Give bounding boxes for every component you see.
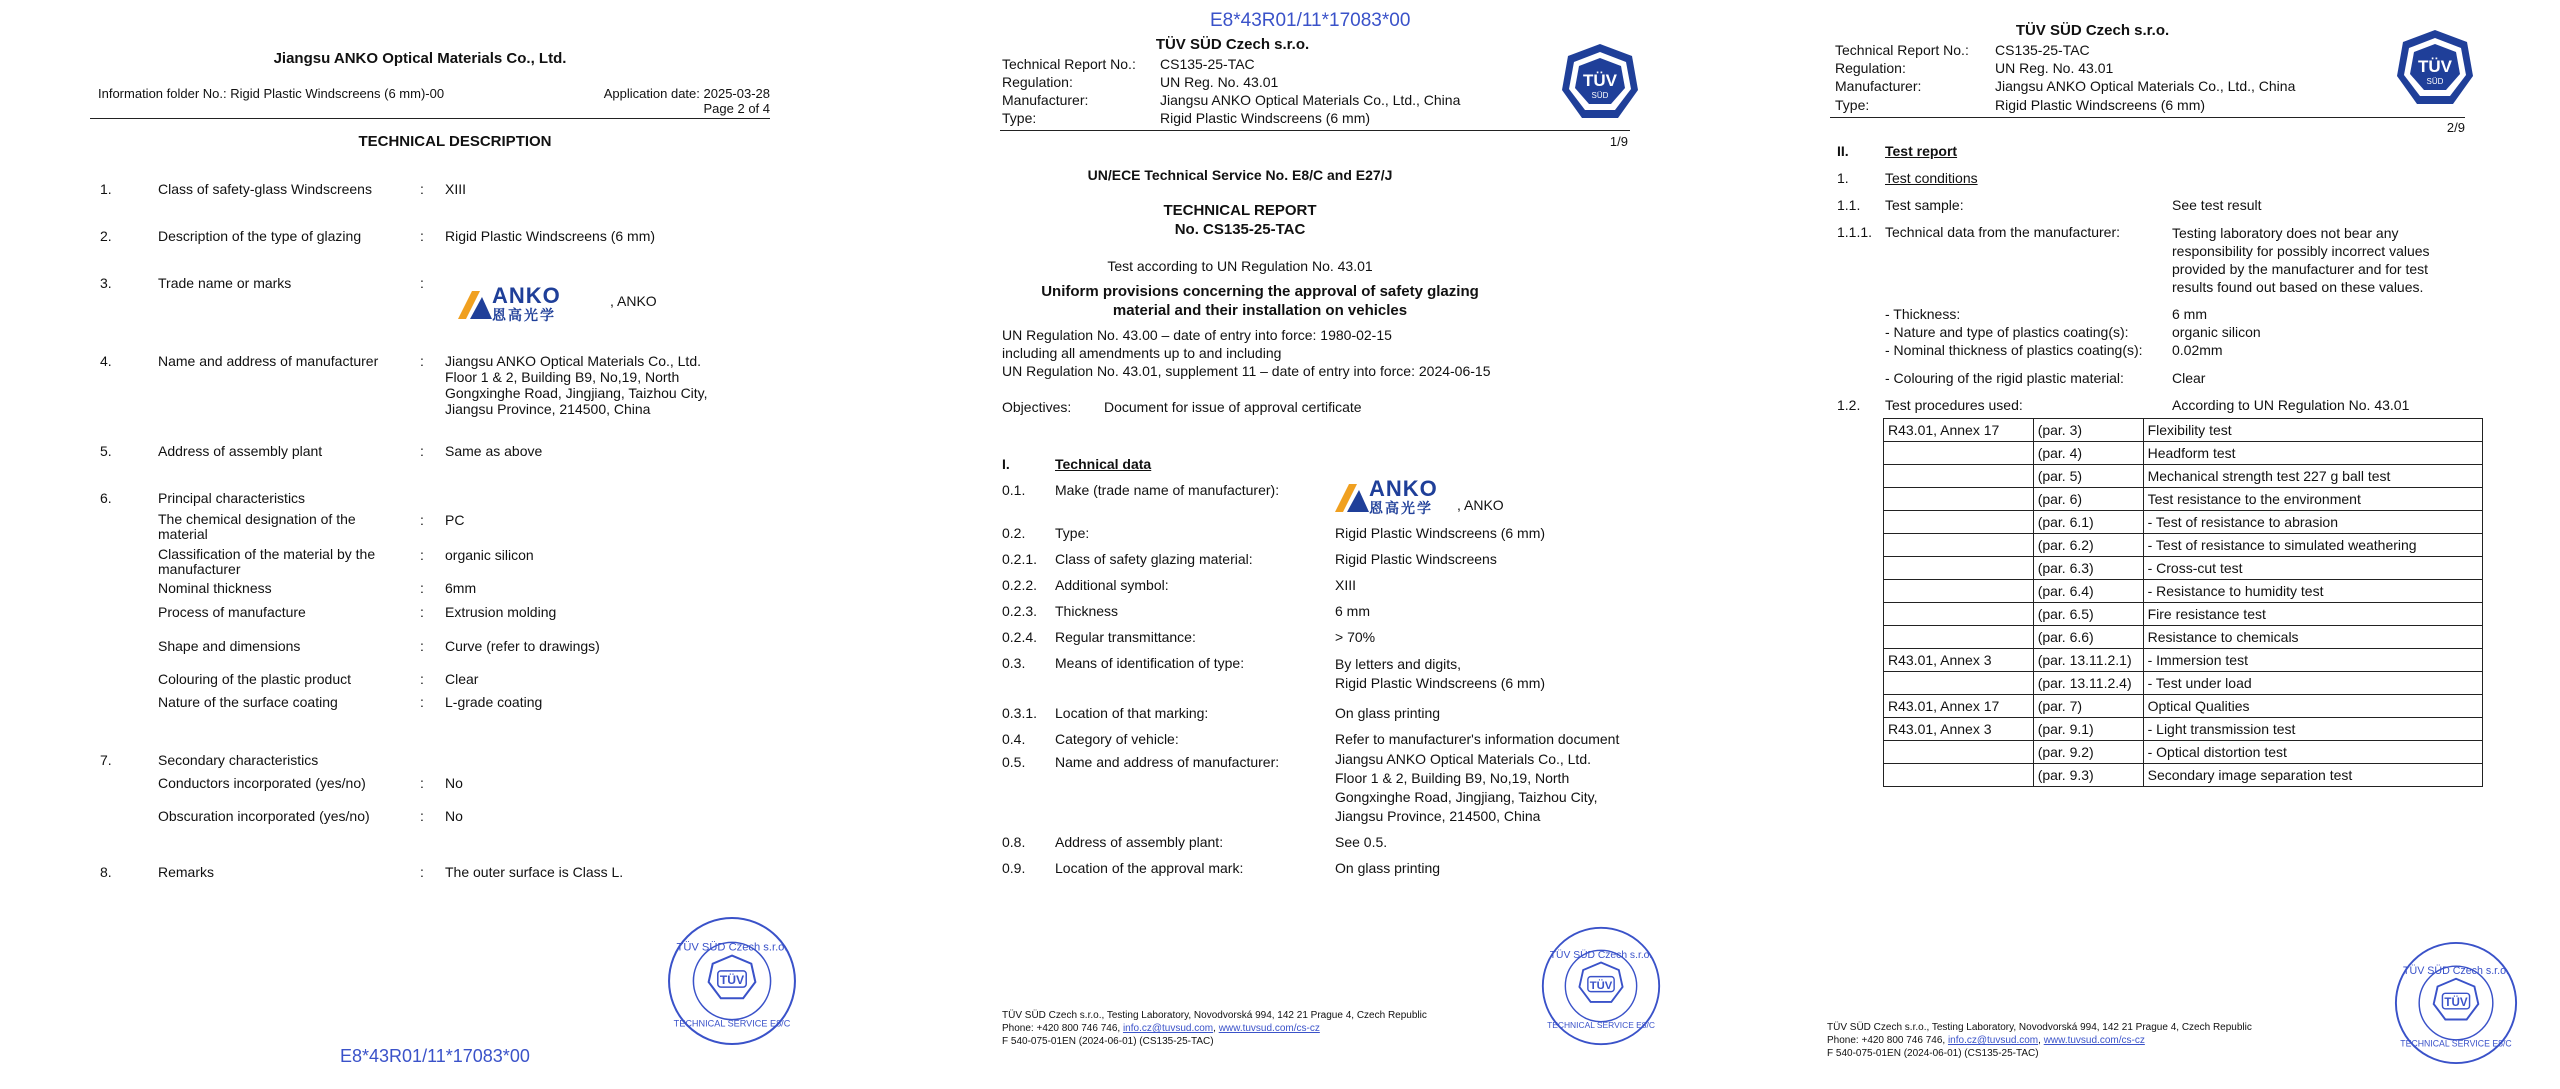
tuv-stamp-icon xyxy=(2393,940,2519,1066)
colon: : xyxy=(420,353,424,369)
svg-text:SÜD: SÜD xyxy=(2426,77,2444,86)
row-key: Location of that marking: xyxy=(1055,705,1209,721)
row-key: Test sample: xyxy=(1885,197,1964,213)
item-label: Class of safety-glass Windscreens xyxy=(158,181,372,197)
row-value: Jiangsu ANKO Optical Materials Co., Ltd. Floor 1 & 2, Building B9, No,19, North Gongxinghe Road, Jingjiang, Taizhou City, Jiangsu Province, 214500, China xyxy=(1335,751,1598,824)
annex-cell xyxy=(1884,534,2034,557)
item-label: Remarks xyxy=(158,864,215,880)
regulation-line: UN Regulation No. 43.00 – date of entry into force: 1980-02-15 xyxy=(1002,327,1392,343)
row-value: XIII xyxy=(1335,577,1357,593)
header-key: Manufacturer: xyxy=(1002,92,1089,108)
table-row xyxy=(1884,511,2483,534)
header-value: UN Reg. No. 43.01 xyxy=(1160,74,1279,90)
row-key: Category of vehicle: xyxy=(1055,731,1179,747)
colon: : xyxy=(420,864,424,880)
page-technical-report-1 xyxy=(840,0,1680,1089)
section-title: Test report xyxy=(1885,143,1958,159)
info-folder: Information folder No.: Rigid Plastic Windscreens (6 mm)-00 xyxy=(98,86,445,101)
approval-code-top: E8*43R01/11*17083*00 xyxy=(1210,10,1411,31)
regulation-line: including all amendments up to and including xyxy=(1002,345,1282,361)
report-number: No. CS135-25-TAC xyxy=(1174,221,1306,238)
annex-cell xyxy=(1884,580,2034,603)
row-key: Technical data from the manufacturer: xyxy=(1885,224,2121,240)
item-number: 8. xyxy=(100,864,112,880)
tuv-stamp-icon xyxy=(1540,925,1662,1047)
svg-text:TECHNICAL SERVICE E8/C: TECHNICAL SERVICE E8/C xyxy=(1547,1020,1655,1031)
annex-cell xyxy=(1884,603,2034,626)
row-number: 1.2. xyxy=(1837,397,1861,413)
table-row xyxy=(1884,626,2483,649)
svg-text:TÜV SÜD Czech s.r.o.: TÜV SÜD Czech s.r.o. xyxy=(2403,964,2509,977)
item-value: Rigid Plastic Windscreens (6 mm) xyxy=(445,228,656,244)
paragraph-cell: (par. 6.5) xyxy=(2033,603,2143,626)
svg-text:TECHNICAL SERVICE E8/C: TECHNICAL SERVICE E8/C xyxy=(673,1018,791,1029)
company-title: Jiangsu ANKO Optical Materials Co., Ltd. xyxy=(273,50,567,67)
row-value: See test result xyxy=(2172,197,2262,213)
section-title: TECHNICAL DESCRIPTION xyxy=(358,133,552,150)
svg-text:TECHNICAL SERVICE E8/C: TECHNICAL SERVICE E8/C xyxy=(2400,1038,2512,1049)
colon: : xyxy=(420,275,424,291)
row-number: 0.5. xyxy=(1002,754,1026,770)
principal-value: 6mm xyxy=(445,580,477,596)
row-key: Additional symbol: xyxy=(1055,577,1169,593)
row-key: Regular transmittance: xyxy=(1055,629,1196,645)
annex-cell: R43.01, Annex 3 xyxy=(1884,649,2034,672)
test-name-cell: Optical Qualities xyxy=(2143,695,2482,718)
objectives-value: Document for issue of approval certificate xyxy=(1104,399,1362,415)
row-key: Class of safety glazing material: xyxy=(1055,551,1253,567)
colon: : xyxy=(420,512,424,528)
table-row xyxy=(1884,442,2483,465)
header-value: Jiangsu ANKO Optical Materials Co., Ltd., China xyxy=(1160,92,1461,108)
paragraph-cell: (par. 4) xyxy=(2033,442,2143,465)
secondary-value: No xyxy=(445,775,463,791)
row-value: Testing laboratory does not bear any responsibility for possibly incorrect values provided by the manufacturer and for test results found out based on these values. xyxy=(2172,225,2430,295)
row-value: On glass printing xyxy=(1335,860,1441,876)
row-key: Name and address of manufacturer: xyxy=(1055,754,1280,770)
colon: : xyxy=(420,604,424,620)
anko-logo-cn: 恩高光学 xyxy=(492,308,556,324)
footer-email-link[interactable]: info.cz@tuvsud.com xyxy=(1122,1023,1214,1034)
row-number: 0.2.4. xyxy=(1002,629,1038,645)
colon: : xyxy=(420,775,424,791)
paragraph-cell: (par. 13.11.2.4) xyxy=(2033,672,2143,695)
tuv-logo-icon xyxy=(1560,42,1640,122)
row-key: Thickness xyxy=(1055,603,1119,619)
lab-name: TÜV SÜD Czech s.r.o. xyxy=(1155,36,1310,53)
colon: : xyxy=(420,808,424,824)
item-value: Jiangsu ANKO Optical Materials Co., Ltd. Floor 1 & 2, Building B9, No,19, North Gongxinghe Road, Jingjiang, Taizhou City, Jiangsu Province, 214500, China xyxy=(445,353,708,417)
footer-address: TÜV SÜD Czech s.r.o., Testing Laboratory, Novodvorská 994, 142 21 Prague 4, Czech Republic xyxy=(1827,1022,2252,1033)
annex-cell xyxy=(1884,557,2034,580)
item-number: 2. xyxy=(100,228,112,244)
table-row xyxy=(1884,649,2483,672)
row-number: 0.3. xyxy=(1002,655,1026,671)
colon: : xyxy=(420,580,424,596)
regulation-line: UN Regulation No. 43.01, supplement 11 – date of entry into force: 2024-06-15 xyxy=(1002,363,1491,379)
annex-cell xyxy=(1884,488,2034,511)
header-value: Jiangsu ANKO Optical Materials Co., Ltd., China xyxy=(1995,78,2296,94)
header-key: Type: xyxy=(1002,110,1037,126)
header-key: Type: xyxy=(1835,97,1870,113)
secondary-label: Obscuration incorporated (yes/no) xyxy=(158,808,370,824)
test-name-cell: Headform test xyxy=(2143,442,2482,465)
table-row xyxy=(1884,718,2483,741)
uniform-provisions: Uniform provisions concerning the approval of safety glazing material and their installation on vehicles xyxy=(1041,283,1479,319)
test-name-cell: - Test under load xyxy=(2143,672,2482,695)
lab-name: TÜV SÜD Czech s.r.o. xyxy=(2015,22,2170,39)
row-key: Make (trade name of manufacturer): xyxy=(1055,482,1280,498)
principal-label: Shape and dimensions xyxy=(158,638,301,654)
colon: : xyxy=(420,228,424,244)
row-number: 0.3.1. xyxy=(1002,705,1038,721)
table-row xyxy=(1884,465,2483,488)
colon: : xyxy=(420,181,424,197)
row-number: 1.1.1. xyxy=(1837,224,1873,240)
principal-value: organic silicon xyxy=(445,547,534,563)
row-value: Rigid Plastic Windscreens (6 mm) xyxy=(1335,525,1546,541)
row-number: 0.4. xyxy=(1002,731,1026,747)
svg-text:TÜV: TÜV xyxy=(2418,57,2452,76)
header-value: CS135-25-TAC xyxy=(1160,56,1255,72)
table-row xyxy=(1884,534,2483,557)
paragraph-cell: (par. 9.2) xyxy=(2033,741,2143,764)
table-row xyxy=(1884,695,2483,718)
colon: : xyxy=(420,671,424,687)
row-number: 0.1. xyxy=(1002,482,1026,498)
table-row xyxy=(1884,764,2483,787)
colon: : xyxy=(420,443,424,459)
tuv-logo-icon xyxy=(2395,28,2475,108)
annex-cell: R43.01, Annex 17 xyxy=(1884,695,2034,718)
secondary-value: No xyxy=(445,808,463,824)
footer-separator: , xyxy=(2038,1035,2044,1046)
paragraph-cell: (par. 9.3) xyxy=(2033,764,2143,787)
test-name-cell: - Resistance to humidity test xyxy=(2143,580,2482,603)
row-key: Location of the approval mark: xyxy=(1055,860,1244,876)
principal-label: The chemical designation of the material xyxy=(158,511,356,542)
tuv-stamp-icon xyxy=(666,915,798,1047)
test-name-cell: Flexibility test xyxy=(2143,419,2482,442)
table-row xyxy=(1884,419,2483,442)
item-value: , ANKO xyxy=(610,293,657,309)
annex-cell xyxy=(1884,465,2034,488)
test-name-cell: Secondary image separation test xyxy=(2143,764,2482,787)
principal-value: L-grade coating xyxy=(445,694,543,710)
item-value: The outer surface is Class L. xyxy=(445,864,624,880)
item-value: XIII xyxy=(445,181,467,197)
table-row xyxy=(1884,557,2483,580)
anko-mark-icon xyxy=(1335,482,1369,512)
application-date: Application date: 2025-03-28 xyxy=(603,86,770,101)
page-number: 2/9 xyxy=(2446,120,2465,135)
row-key: Test procedures used: xyxy=(1885,397,2023,413)
row-value: By letters and digits, Rigid Plastic Windscreens (6 mm) xyxy=(1335,656,1546,691)
row-key: Type: xyxy=(1055,525,1090,541)
paragraph-cell: (par. 6.2) xyxy=(2033,534,2143,557)
test-name-cell: - Light transmission test xyxy=(2143,718,2482,741)
item-number: 5. xyxy=(100,443,112,459)
item-label: Description of the type of glazing xyxy=(158,228,362,244)
row-number: 0.8. xyxy=(1002,834,1026,850)
test-according: Test according to UN Regulation No. 43.01 xyxy=(1107,258,1373,274)
item-number: 7. xyxy=(100,752,112,768)
footer-separator: , xyxy=(1213,1023,1219,1034)
property-value: 6 mm xyxy=(2172,306,2207,322)
property-key: - Nominal thickness of plastics coating(s): xyxy=(1885,342,2143,358)
header-key: Technical Report No.: xyxy=(1835,42,1969,58)
footer-phone: Phone: +420 800 746 746, xyxy=(1827,1035,1948,1046)
header-key: Technical Report No.: xyxy=(1002,56,1136,72)
principal-label: Colouring of the plastic product xyxy=(158,671,351,687)
header-rule xyxy=(90,118,770,119)
table-row xyxy=(1884,672,2483,695)
row-value: According to UN Regulation No. 43.01 xyxy=(2172,397,2410,413)
svg-text:TÜV: TÜV xyxy=(1583,71,1617,90)
paragraph-cell: (par. 6) xyxy=(2033,488,2143,511)
row-value: > 70% xyxy=(1335,629,1376,645)
colon: : xyxy=(420,547,424,563)
approval-code-bottom: E8*43R01/11*17083*00 xyxy=(340,1046,530,1066)
principal-label: Nature of the surface coating xyxy=(158,694,338,710)
annex-cell xyxy=(1884,626,2034,649)
anko-mark-icon xyxy=(458,289,492,319)
row-number: 1.1. xyxy=(1837,197,1861,213)
table-row xyxy=(1884,580,2483,603)
svg-text:TÜV: TÜV xyxy=(719,973,745,988)
item-label: Address of assembly plant xyxy=(158,443,323,459)
property-value: Clear xyxy=(2172,370,2206,386)
footer-web-link[interactable]: www.tuvsud.com/cs-cz xyxy=(2043,1035,2145,1046)
row-number: 0.2.3. xyxy=(1002,603,1038,619)
test-name-cell: - Cross-cut test xyxy=(2143,557,2482,580)
header-key: Regulation: xyxy=(1835,60,1906,76)
header-value: CS135-25-TAC xyxy=(1995,42,2090,58)
secondary-label: Conductors incorporated (yes/no) xyxy=(158,775,366,791)
footer-phone: Phone: +420 800 746 746, xyxy=(1002,1023,1123,1034)
anko-logo-word: ANKO xyxy=(1369,476,1438,501)
property-value: organic silicon xyxy=(2172,324,2261,340)
item-number: 4. xyxy=(100,353,112,369)
item-label: Name and address of manufacturer xyxy=(158,353,379,369)
objectives-label: Objectives: xyxy=(1002,399,1072,415)
test-name-cell: Resistance to chemicals xyxy=(2143,626,2482,649)
service-line: UN/ECE Technical Service No. E8/C and E27/J xyxy=(1087,167,1393,183)
test-name-cell: - Optical distortion test xyxy=(2143,741,2482,764)
footer-contact xyxy=(1002,1022,1320,1035)
paragraph-cell: (par. 6.1) xyxy=(2033,511,2143,534)
item-number: 6. xyxy=(100,490,112,506)
paragraph-cell: (par. 9.1) xyxy=(2033,718,2143,741)
principal-label: Nominal thickness xyxy=(158,580,272,596)
principal-value: Clear xyxy=(445,671,479,687)
annex-cell xyxy=(1884,442,2034,465)
anko-logo xyxy=(1335,478,1438,516)
svg-text:TÜV: TÜV xyxy=(1589,979,1613,992)
principal-value: Extrusion molding xyxy=(445,604,557,620)
principal-value: PC xyxy=(445,512,465,528)
test-name-cell: Fire resistance test xyxy=(2143,603,2482,626)
svg-text:TÜV: TÜV xyxy=(2444,995,2468,1009)
footer-web-link[interactable]: www.tuvsud.com/cs-cz xyxy=(1218,1023,1320,1034)
section-title: Technical data xyxy=(1055,456,1152,472)
test-procedures-table xyxy=(1883,418,2483,787)
svg-text:TÜV SÜD Czech s.r.o.: TÜV SÜD Czech s.r.o. xyxy=(676,941,788,954)
paragraph-cell: (par. 6.3) xyxy=(2033,557,2143,580)
annex-cell xyxy=(1884,764,2034,787)
footer-form-code: F 540-075-01EN (2024-06-01) (CS135-25-TAC) xyxy=(1827,1048,2039,1059)
annex-cell: R43.01, Annex 3 xyxy=(1884,718,2034,741)
row-value: , ANKO xyxy=(1457,497,1504,513)
test-name-cell: Mechanical strength test 227 g ball test xyxy=(2143,465,2482,488)
row-value: See 0.5. xyxy=(1335,834,1388,850)
item-label: Principal characteristics xyxy=(158,490,306,506)
footer-email-link[interactable]: info.cz@tuvsud.com xyxy=(1947,1035,2039,1046)
paragraph-cell: (par. 7) xyxy=(2033,695,2143,718)
row-number: 0.2. xyxy=(1002,525,1026,541)
row-value: Refer to manufacturer's information document xyxy=(1335,731,1620,747)
anko-logo-word: ANKO xyxy=(492,283,561,308)
paragraph-cell: (par. 3) xyxy=(2033,419,2143,442)
paragraph-cell: (par. 5) xyxy=(2033,465,2143,488)
annex-cell xyxy=(1884,741,2034,764)
header-key: Manufacturer: xyxy=(1835,78,1922,94)
item-number: 1. xyxy=(100,181,112,197)
table-row xyxy=(1884,488,2483,511)
paragraph-cell: (par. 6.6) xyxy=(2033,626,2143,649)
header-value: Rigid Plastic Windscreens (6 mm) xyxy=(1995,97,2206,113)
row-key: Address of assembly plant: xyxy=(1055,834,1224,850)
row-number: 0.2.1. xyxy=(1002,551,1038,567)
item-number: 3. xyxy=(100,275,112,291)
principal-value: Curve (refer to drawings) xyxy=(445,638,600,654)
page-number: 1/9 xyxy=(1609,134,1628,149)
footer-form-code: F 540-075-01EN (2024-06-01) (CS135-25-TAC) xyxy=(1002,1036,1214,1047)
annex-cell: R43.01, Annex 17 xyxy=(1884,419,2034,442)
header-value: Rigid Plastic Windscreens (6 mm) xyxy=(1160,110,1371,126)
page-technical-description xyxy=(0,0,840,1089)
subsection-number: 1. xyxy=(1837,170,1849,186)
test-name-cell: - Test of resistance to abrasion xyxy=(2143,511,2482,534)
paragraph-cell: (par. 13.11.2.1) xyxy=(2033,649,2143,672)
property-value: 0.02mm xyxy=(2172,342,2223,358)
header-rule xyxy=(1000,130,1630,131)
annex-cell xyxy=(1884,511,2034,534)
principal-label: Classification of the material by the manufacturer xyxy=(158,546,376,577)
test-name-cell: - Test of resistance to simulated weathering xyxy=(2143,534,2482,557)
item-label: Trade name or marks xyxy=(158,275,292,291)
report-title: TECHNICAL REPORT xyxy=(1163,202,1317,219)
property-key: - Colouring of the rigid plastic material: xyxy=(1885,370,2124,386)
item-value: Same as above xyxy=(445,443,543,459)
table-row xyxy=(1884,603,2483,626)
row-number: 0.2.2. xyxy=(1002,577,1038,593)
property-key: - Nature and type of plastics coating(s): xyxy=(1885,324,2129,340)
test-name-cell: - Immersion test xyxy=(2143,649,2482,672)
anko-logo-cn: 恩高光学 xyxy=(1369,501,1433,517)
table-row xyxy=(1884,741,2483,764)
header-rule xyxy=(1830,117,2465,118)
page-number: Page 2 of 4 xyxy=(703,101,770,116)
row-value: 6 mm xyxy=(1335,603,1370,619)
section-number: II. xyxy=(1837,143,1849,159)
header-key: Regulation: xyxy=(1002,74,1073,90)
page-technical-report-2 xyxy=(1680,0,2560,1089)
footer-address: TÜV SÜD Czech s.r.o., Testing Laboratory, Novodvorská 994, 142 21 Prague 4, Czech Republic xyxy=(1002,1010,1427,1021)
test-name-cell: Test resistance to the environment xyxy=(2143,488,2482,511)
principal-label: Process of manufacture xyxy=(158,604,306,620)
annex-cell xyxy=(1884,672,2034,695)
subsection-title: Test conditions xyxy=(1885,170,1978,186)
row-number: 0.9. xyxy=(1002,860,1026,876)
row-value: On glass printing xyxy=(1335,705,1441,721)
colon: : xyxy=(420,638,424,654)
row-value: Rigid Plastic Windscreens xyxy=(1335,551,1497,567)
row-key: Means of identification of type: xyxy=(1055,655,1245,671)
item-label: Secondary characteristics xyxy=(158,752,319,768)
property-key: - Thickness: xyxy=(1885,306,1961,322)
header-value: UN Reg. No. 43.01 xyxy=(1995,60,2114,76)
svg-text:TÜV SÜD Czech s.r.o.: TÜV SÜD Czech s.r.o. xyxy=(1549,949,1653,961)
colon: : xyxy=(420,694,424,710)
section-number: I. xyxy=(1002,456,1010,472)
paragraph-cell: (par. 6.4) xyxy=(2033,580,2143,603)
svg-text:SÜD: SÜD xyxy=(1591,91,1609,100)
footer-contact xyxy=(1827,1034,2145,1047)
anko-logo xyxy=(458,285,561,323)
